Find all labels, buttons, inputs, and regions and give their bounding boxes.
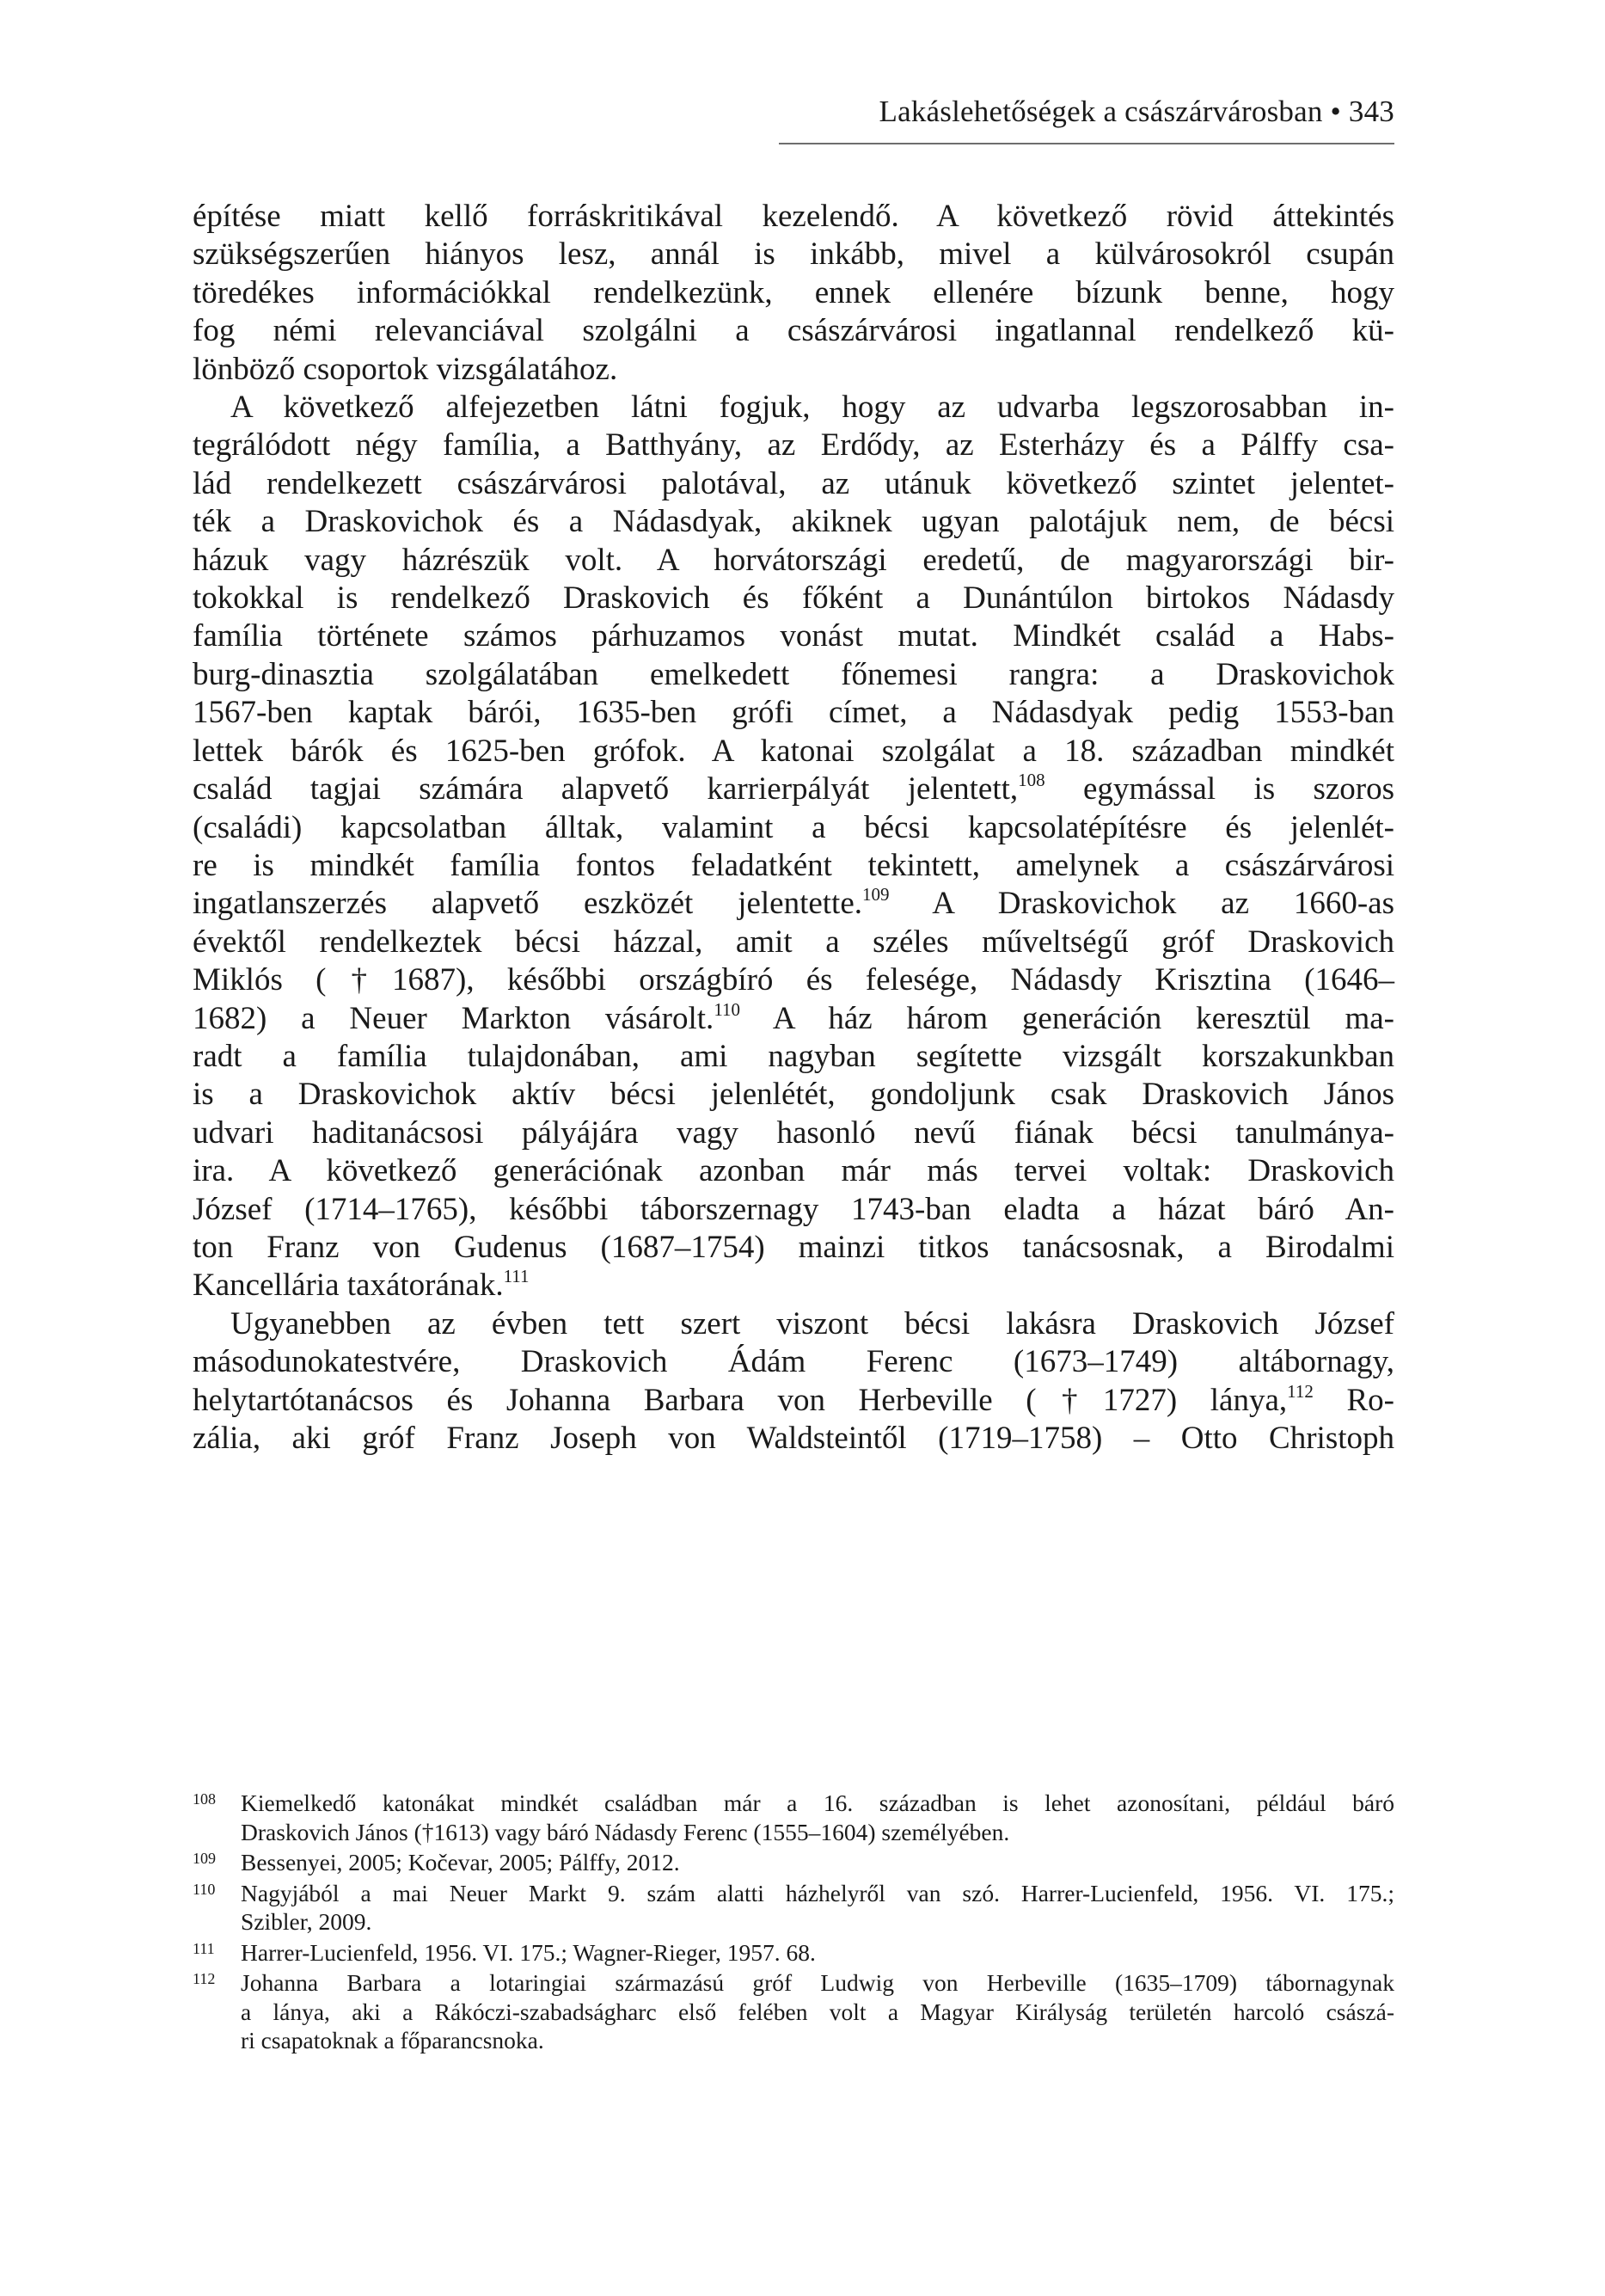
header-rule	[779, 143, 1394, 144]
text-line: 1682) a Neuer Markton vásárolt.$^{110}$ A ház három generáción keresztül ma-	[193, 998, 1394, 1036]
text-line: burg-dinasztia szolgálatában emelkedett főnemesi rangra: a Draskovichok	[193, 656, 1394, 692]
text-line: helytartótanácsos és Johanna Barbara von Herbeville (†1727) lánya,$^{112}$ Ro-	[193, 1380, 1394, 1418]
text-line: re is mindkét família fontos feladatként tekintett, amelynek a császárvárosi	[193, 847, 1394, 883]
text-line: (családi) kapcsolatban álltak, valamint a bécsi kapcsolatépítésre és jelenlét-	[193, 809, 1394, 845]
paragraph	[193, 198, 1394, 389]
text-line: família története számos párhuzamos vonást mutat. Mindkét család a Habs-	[193, 618, 1394, 654]
text-line: fog némi relevanciával szolgálni a császárvárosi ingatlannal rendelkező kü-	[193, 313, 1394, 349]
footnote-text-line: Szibler, 2009.	[241, 1908, 372, 1935]
text-line: család tagjai számára alapvető karrierpályát jelentett,$^{108}$ egymással is szoros	[193, 770, 1394, 807]
footnote-reference[interactable]: 112	[1287, 1380, 1314, 1402]
footnote-text-line: Draskovich János (†1613) vagy báró Nádasdy Ferenc (1555–1604) személyében.	[241, 1818, 1010, 1845]
text-line: A következő alfejezetben látni fogjuk, hogy az udvarba legszorosabban in-	[230, 390, 1394, 426]
text-line: tokokkal is rendelkező Draskovich és főként a Dunántúlon birtokos Nádasdy	[193, 580, 1394, 617]
footnote-text-line: Harrer-Lucienfeld, 1956. VI. 175.; Wagner-Rieger, 1957. 68.	[241, 1938, 816, 1966]
footnote-reference[interactable]: 109	[862, 884, 890, 906]
text-line: 1567-ben kaptak bárói, 1635-ben grófi címet, a Nádasdyak pedig 1553-ban	[193, 695, 1394, 731]
footnote-text-line: ri csapatoknak a főparancsnoka.	[241, 2027, 544, 2054]
text-line: József (1714–1765), későbbi táborszernagy 1743-ban eladta a házat báró An-	[193, 1191, 1394, 1227]
footnote-reference[interactable]: 108	[1018, 770, 1045, 791]
footnote-text-line: Nagyjából a mai Neuer Markt 9. szám alatti házhelyről van szó. Harrer-Lucienfeld, 1956. VI. 175.;	[241, 1879, 1394, 1906]
footnote-text-line: Bessenyei, 2005; Kočevar, 2005; Pálffy, 2012.	[241, 1849, 680, 1875]
footnote-number: 109	[193, 1850, 216, 1867]
text-line: udvari haditanácsosi pályájára vagy hasonló nevű fiának bécsi tanulmánya-	[193, 1114, 1394, 1151]
footnote-112	[193, 1968, 1394, 2055]
text-line: ira. A következő generációnak azonban már más tervei voltak: Draskovich	[193, 1153, 1394, 1189]
text-line: lönböző csoportok vizsgálatához.	[193, 351, 618, 387]
footnote-110	[193, 1879, 1394, 1937]
footnote-reference[interactable]: 110	[714, 998, 741, 1020]
footnote-text-line: Kiemelkedő katonákat mindkét családban már a 16. században is lehet azonosítani, például báró	[241, 1790, 1394, 1816]
text-line: szükségszerűen hiányos lesz, annál is inkább, mivel a külvárosokról csupán	[193, 236, 1394, 273]
footnote-number: 108	[193, 1790, 216, 1808]
running-header	[191, 93, 1394, 131]
footnote-reference[interactable]: 111	[503, 1266, 530, 1287]
text-line: Miklós (†1687), későbbi országbíró és felesége, Nádasdy Krisztina (1646–	[193, 962, 1394, 998]
text-line: ték a Draskovichok és a Nádasdyak, akiknek ugyan palotájuk nem, de bécsi	[193, 504, 1394, 540]
footnote-text-line: a lánya, aki a Rákóczi-szabadságharc első felében volt a Magyar Királyság területén harcoló császá-	[241, 1998, 1394, 2025]
text-line: évektől rendelkeztek bécsi házzal, amit a széles műveltségű gróf Draskovich	[193, 924, 1394, 960]
text-line: töredékes információkkal rendelkezünk, ennek ellenére bízunk benne, hogy	[193, 274, 1394, 310]
text-line: házuk vagy házrészük volt. A horvátországi eredetű, de magyarországi bir-	[193, 542, 1394, 578]
text-line: másodunokatestvére, Draskovich Ádám Ferenc (1673–1749) altábornagy,	[193, 1344, 1394, 1380]
running-title: Lakáslehetőségek a császárvárosban • 343	[879, 95, 1394, 128]
text-line: radt a família tulajdonában, ami nagyban segítette vizsgált korszakunkban	[193, 1038, 1394, 1074]
footnote-number: 110	[193, 1880, 216, 1898]
paragraph	[193, 1305, 1394, 1458]
text-line: Ugyanebben az évben tett szert viszont bécsi lakásra Draskovich József	[230, 1305, 1394, 1341]
footnote-111	[193, 1938, 1394, 1968]
footnote-109	[193, 1848, 1394, 1877]
text-line: lettek bárók és 1625-ben grófok. A katonai szolgálat a 18. században mindkét	[193, 733, 1394, 769]
paragraph	[193, 389, 1394, 1305]
text-line: zália, aki gróf Franz Joseph von Waldsteintől (1719–1758) – Otto Christoph	[193, 1421, 1394, 1456]
footnote-text-line: Johanna Barbara a lotaringiai származású gróf Ludwig von Herbeville (1635–1709) tábornagynak	[241, 1969, 1394, 1996]
footnote-108	[193, 1789, 1394, 1846]
footnotes	[193, 1789, 1394, 2057]
text-line: lád rendelkezett császárvárosi palotával, az utánuk következő szintet jelentet-	[193, 465, 1394, 501]
text-line: is a Draskovichok aktív bécsi jelenlétét, gondoljunk csak Draskovich János	[193, 1077, 1394, 1113]
text-line: Kancellária taxátorának.$^{111}$	[193, 1266, 530, 1304]
footnote-number: 112	[193, 1970, 216, 1987]
footnote-number: 111	[193, 1939, 215, 1957]
text-line: építése miatt kellő forráskritikával kezelendő. A következő rövid áttekintés	[193, 199, 1394, 234]
text-line: ingatlanszerzés alapvető eszközét jelentette.$^{109}$ A Draskovichok az 1660-as	[193, 884, 1394, 922]
text-line: ton Franz von Gudenus (1687–1754) mainzi titkos tanácsosnak, a Birodalmi	[193, 1229, 1394, 1265]
main-body-text	[193, 198, 1394, 1458]
text-line: tegrálódott négy família, a Batthyány, az Erdődy, az Esterházy és a Pálffy csa-	[193, 427, 1394, 463]
